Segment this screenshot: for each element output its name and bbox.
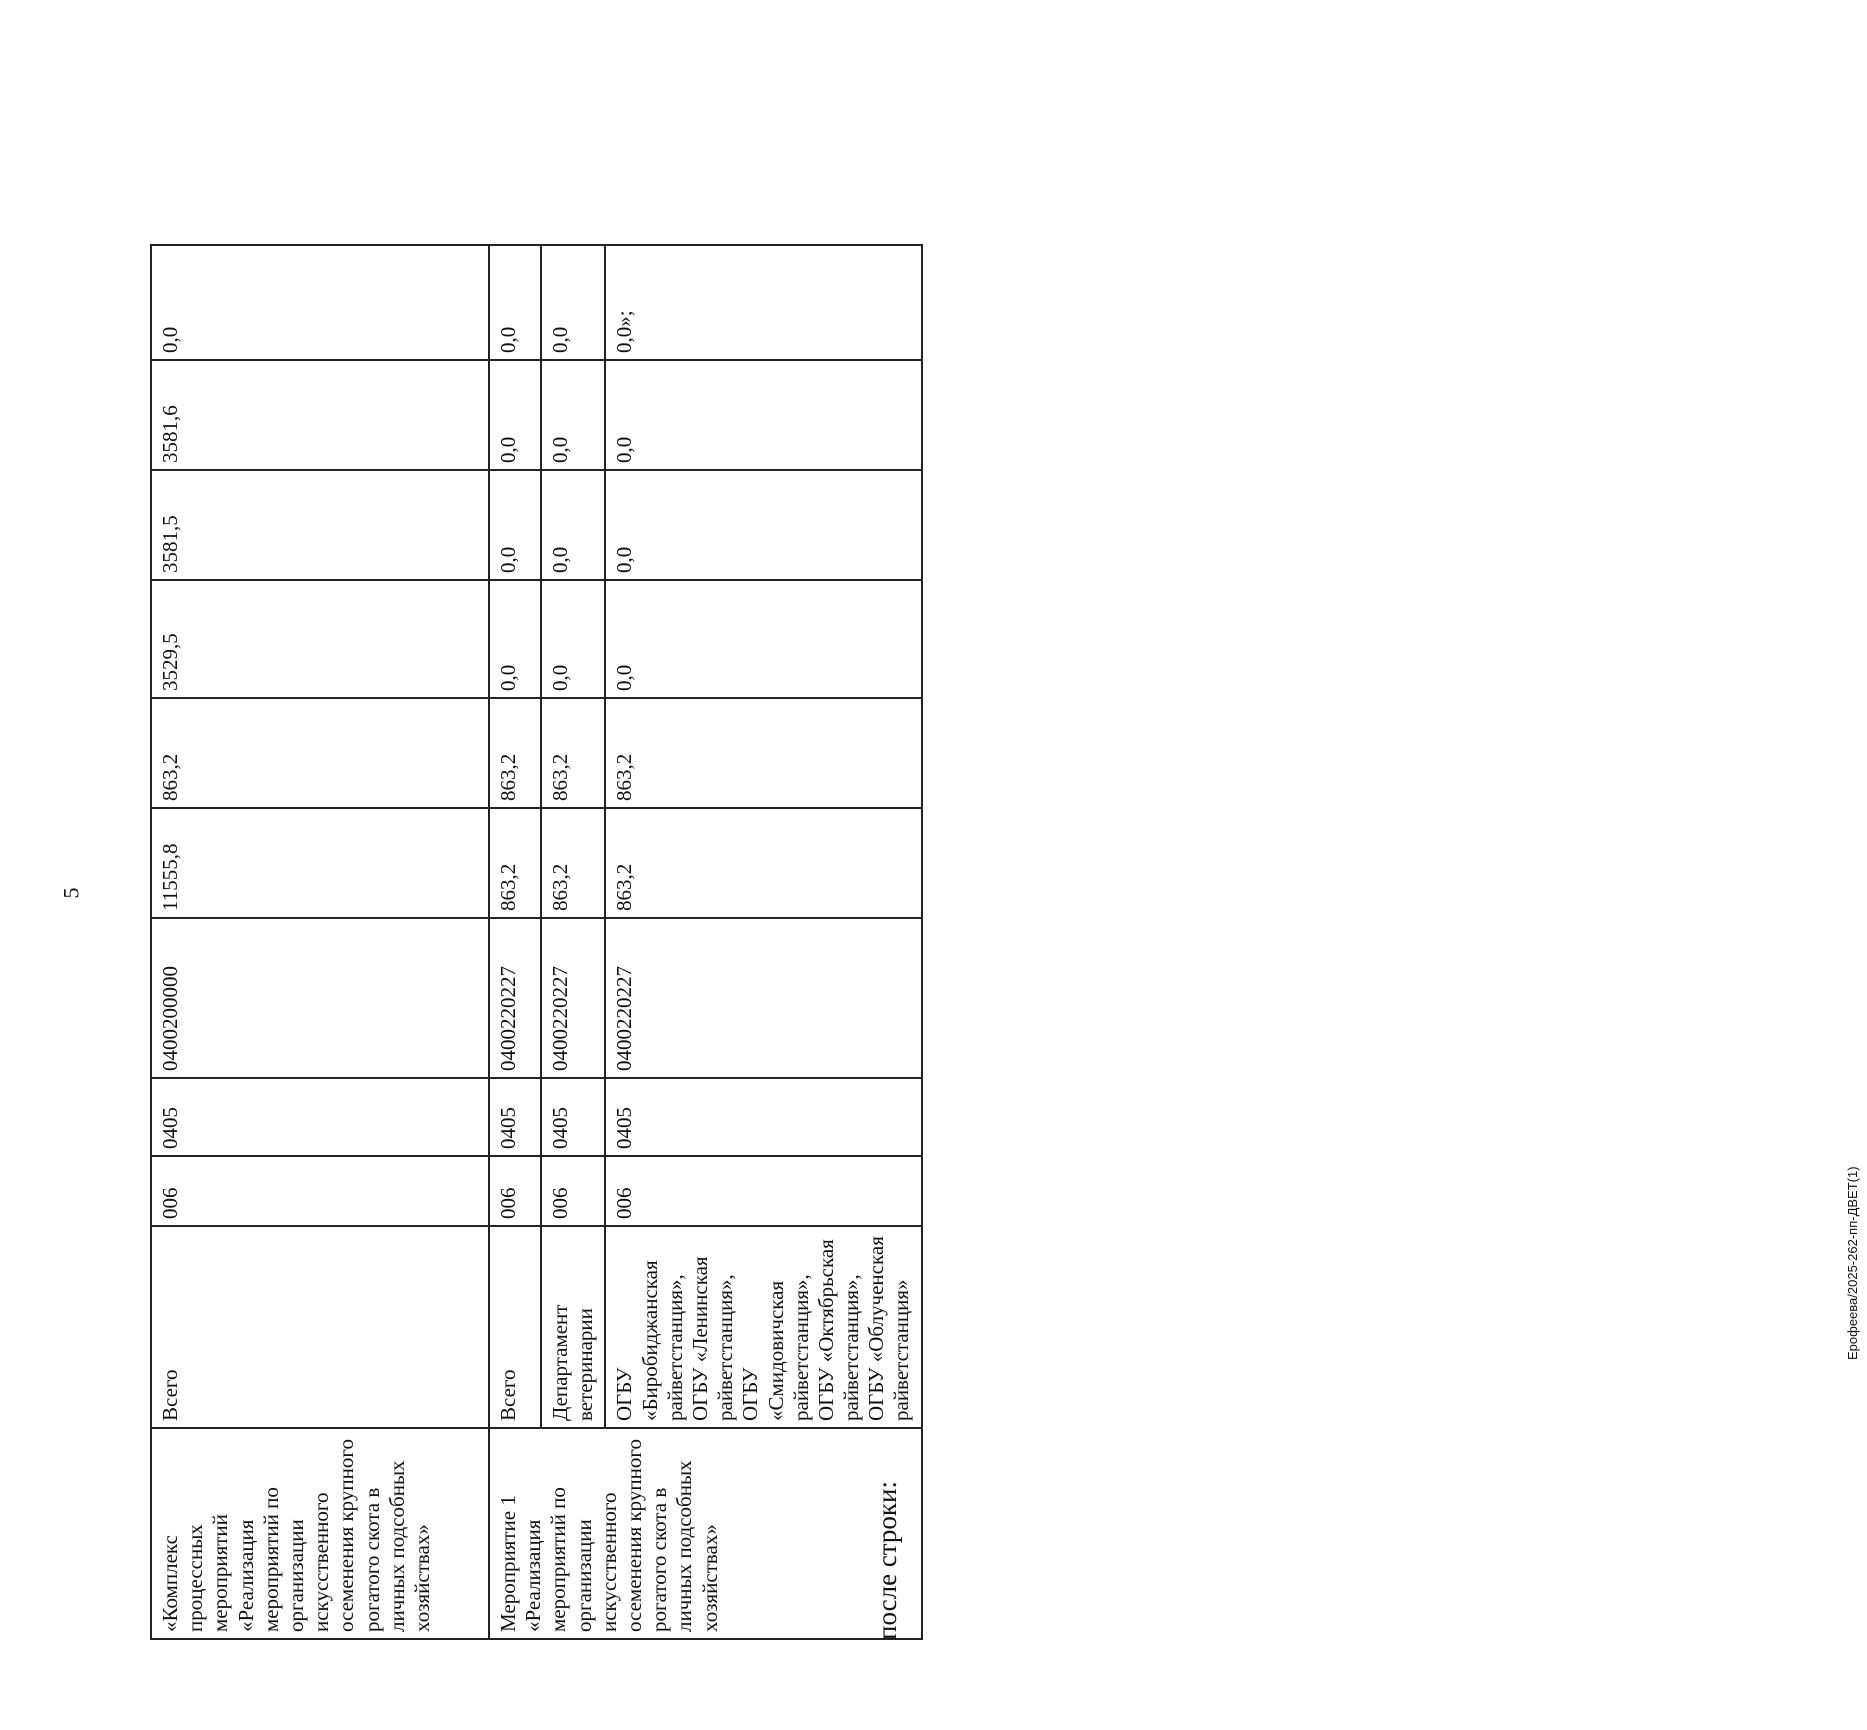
value-cell: 863,2	[605, 698, 921, 808]
rzpr-cell: 0405	[605, 1078, 921, 1156]
value-cell: 863,2	[541, 808, 605, 918]
value-cell: 0,0	[151, 245, 489, 360]
executor-cell: ОГБУ «Биробиджанская райветстанция», ОГБУ «Ленинская райветстанция», ОГБУ «Смидовичская райветстанция», ОГБУ «Октябрьская райветстанция», ОГБУ «Облученская райветстанция»	[605, 1226, 921, 1428]
value-cell: 863,2	[151, 698, 489, 808]
budget-table	[150, 244, 923, 1640]
rotated-content	[150, 100, 920, 1640]
value-cell: 0,0	[489, 360, 541, 470]
value-cell: 863,2	[489, 808, 541, 918]
rzpr-cell: 0405	[151, 1078, 489, 1156]
value-cell: 0,0	[541, 470, 605, 580]
value-cell: 0,0	[489, 245, 541, 360]
event-name-cell: «Комплекс процессных мероприятий «Реализация мероприятий по организации искусственного осеменения крупного рогатого скота в личных подсобных хозяйствах»	[151, 1428, 489, 1639]
table-row	[489, 245, 541, 1639]
after-line-text: после строки:	[872, 1481, 902, 1640]
grbs-cell: 006	[151, 1156, 489, 1226]
value-cell: 0,0	[605, 360, 921, 470]
rzpr-cell: 0405	[489, 1078, 541, 1156]
value-cell: 3581,6	[151, 360, 489, 470]
value-cell: 0,0	[489, 470, 541, 580]
rzpr-cell: 0405	[541, 1078, 605, 1156]
value-cell: 863,2	[489, 698, 541, 808]
executor-cell: Всего	[489, 1226, 541, 1428]
value-cell: 3581,5	[151, 470, 489, 580]
value-cell: 0,0	[541, 245, 605, 360]
value-cell: 0,0	[541, 580, 605, 698]
document-id: Ерофеева/2025-262-пп-ДВЕТ(1)	[1845, 1166, 1860, 1360]
grbs-cell: 006	[489, 1156, 541, 1226]
value-cell: 863,2	[541, 698, 605, 808]
value-cell: 0,0	[541, 360, 605, 470]
value-cell: 863,2	[605, 808, 921, 918]
csr-cell: 0400220227	[489, 918, 541, 1078]
value-cell: 0,0	[605, 580, 921, 698]
value-cell: 0,0»;	[605, 245, 921, 360]
grbs-cell: 006	[541, 1156, 605, 1226]
csr-cell: 0400220227	[541, 918, 605, 1078]
page-number: 5	[58, 887, 84, 899]
value-cell: 3529,5	[151, 580, 489, 698]
event-name-cell: Мероприятие 1 «Реализация мероприятий по организации искусственного осеменения крупного рогатого скота в личных подсобных хозяйствах»	[489, 1428, 922, 1639]
executor-cell: Всего	[151, 1226, 489, 1428]
value-cell: 11555,8	[151, 808, 489, 918]
table-row	[151, 245, 489, 1639]
csr-cell: 0400220227	[605, 918, 921, 1078]
executor-cell: Департамент ветеринарии	[541, 1226, 605, 1428]
grbs-cell: 006	[605, 1156, 921, 1226]
value-cell: 0,0	[605, 470, 921, 580]
csr-cell: 0400200000	[151, 918, 489, 1078]
value-cell: 0,0	[489, 580, 541, 698]
